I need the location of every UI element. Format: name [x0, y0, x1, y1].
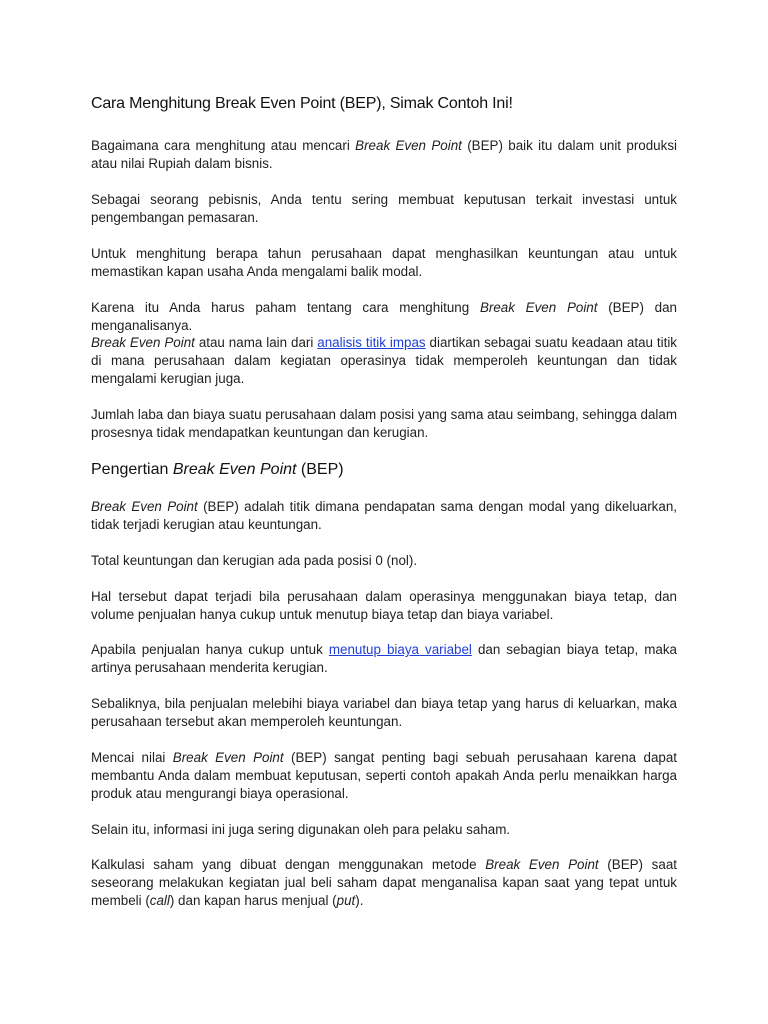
section-paragraph-8	[91, 856, 677, 910]
text-span: Karena itu Anda harus paham tentang cara menghitung	[91, 300, 480, 315]
intro-paragraph-4	[91, 299, 677, 335]
section-paragraph-1	[91, 498, 677, 534]
section-paragraph-4	[91, 641, 677, 677]
intro-paragraph-1	[91, 137, 677, 173]
italic-term: put	[336, 893, 356, 908]
text-span: Pengertian	[91, 461, 173, 478]
italic-term: Break Even Point	[91, 499, 198, 514]
italic-term: Break Even Point	[485, 857, 599, 872]
text-span: ).	[355, 893, 364, 908]
italic-term: Break Even Point	[91, 335, 195, 350]
text-span: (BEP) baik itu dalam unit produksi atau nilai Rupiah dalam bisnis.	[91, 138, 677, 171]
section-paragraph-5: Sebaliknya, bila penjualan melebihi biaya variabel dan biaya tetap yang harus di keluarkan, maka perusahaan tersebut akan memperoleh keuntungan.	[91, 696, 677, 729]
section-paragraph-7: Selain itu, informasi ini juga sering digunakan oleh para pelaku saham.	[91, 822, 511, 837]
text-span: Apabila penjualan hanya cukup untuk	[91, 642, 329, 657]
section-paragraph-6	[91, 749, 677, 803]
analisis-titik-impas-link[interactable]: analisis titik impas	[317, 335, 426, 350]
italic-term: call	[149, 893, 170, 908]
text-span: diartikan sebagai suatu keadaan atau titik di mana perusahaan dalam kegiatan operasinya tidak memperoleh keuntungan dan tidak mengalami kerugian juga.	[91, 335, 677, 386]
text-span: (BEP) saat seseorang melakukan kegiatan jual beli saham dapat menganalisa kapan saat yang tepat untuk membeli (	[91, 857, 677, 908]
section-heading	[91, 461, 344, 479]
text-span: Bagaimana cara menghitung atau mencari	[91, 138, 356, 153]
text-span: Mencai nilai	[91, 750, 173, 765]
text-span: (BEP)	[296, 461, 344, 478]
text-span: ) dan kapan harus menjual (	[169, 893, 337, 908]
italic-term: Break Even Point	[172, 461, 297, 478]
intro-paragraph-3: Untuk menghitung berapa tahun perusahaan dapat menghasilkan keuntungan atau untuk memastikan kapan usaha Anda mengalami balik modal.	[91, 246, 677, 279]
document-title: Cara Menghitung Break Even Point (BEP), Simak Contoh Ini!	[91, 95, 513, 112]
italic-term: Break Even Point	[355, 138, 462, 153]
text-span: atau nama lain dari	[194, 335, 318, 350]
section-paragraph-3: Hal tersebut dapat terjadi bila perusahaan dalam operasinya menggunakan biaya tetap, dan volume penjualan hanya cukup untuk menutup biaya tetap dan biaya variabel.	[91, 589, 677, 622]
italic-term: Break Even Point	[172, 750, 284, 765]
intro-paragraph-6: Jumlah laba dan biaya suatu perusahaan dalam posisi yang sama atau seimbang, sehingga dalam prosesnya tidak mendapatkan keuntungan dan kerugian.	[91, 407, 677, 440]
menutup-biaya-variabel-link[interactable]: menutup biaya variabel	[328, 642, 472, 657]
text-span: dan sebagian biaya tetap, maka artinya perusahaan menderita kerugian.	[91, 642, 677, 675]
text-span: Kalkulasi saham yang dibuat dengan menggunakan metode	[91, 857, 486, 872]
intro-paragraph-2: Sebagai seorang pebisnis, Anda tentu sering membuat keputusan terkait investasi untuk pengembangan pemasaran.	[91, 192, 677, 225]
italic-term: Break Even Point	[479, 300, 598, 315]
intro-paragraph-5	[91, 334, 677, 388]
text-span: (BEP) sangat penting bagi sebuah perusahaan karena dapat membantu Anda dalam membuat keputusan, seperti contoh apakah Anda perlu menaikkan harga produk atau mengurangi biaya operasional.	[91, 750, 678, 801]
text-span: (BEP) adalah titik dimana pendapatan sama dengan modal yang dikeluarkan, tidak terjadi kerugian atau keuntungan.	[91, 499, 677, 532]
text-span: (BEP) dan menganalisanya.	[91, 300, 678, 333]
section-paragraph-2: Total keuntungan dan kerugian ada pada posisi 0 (nol).	[91, 553, 418, 568]
